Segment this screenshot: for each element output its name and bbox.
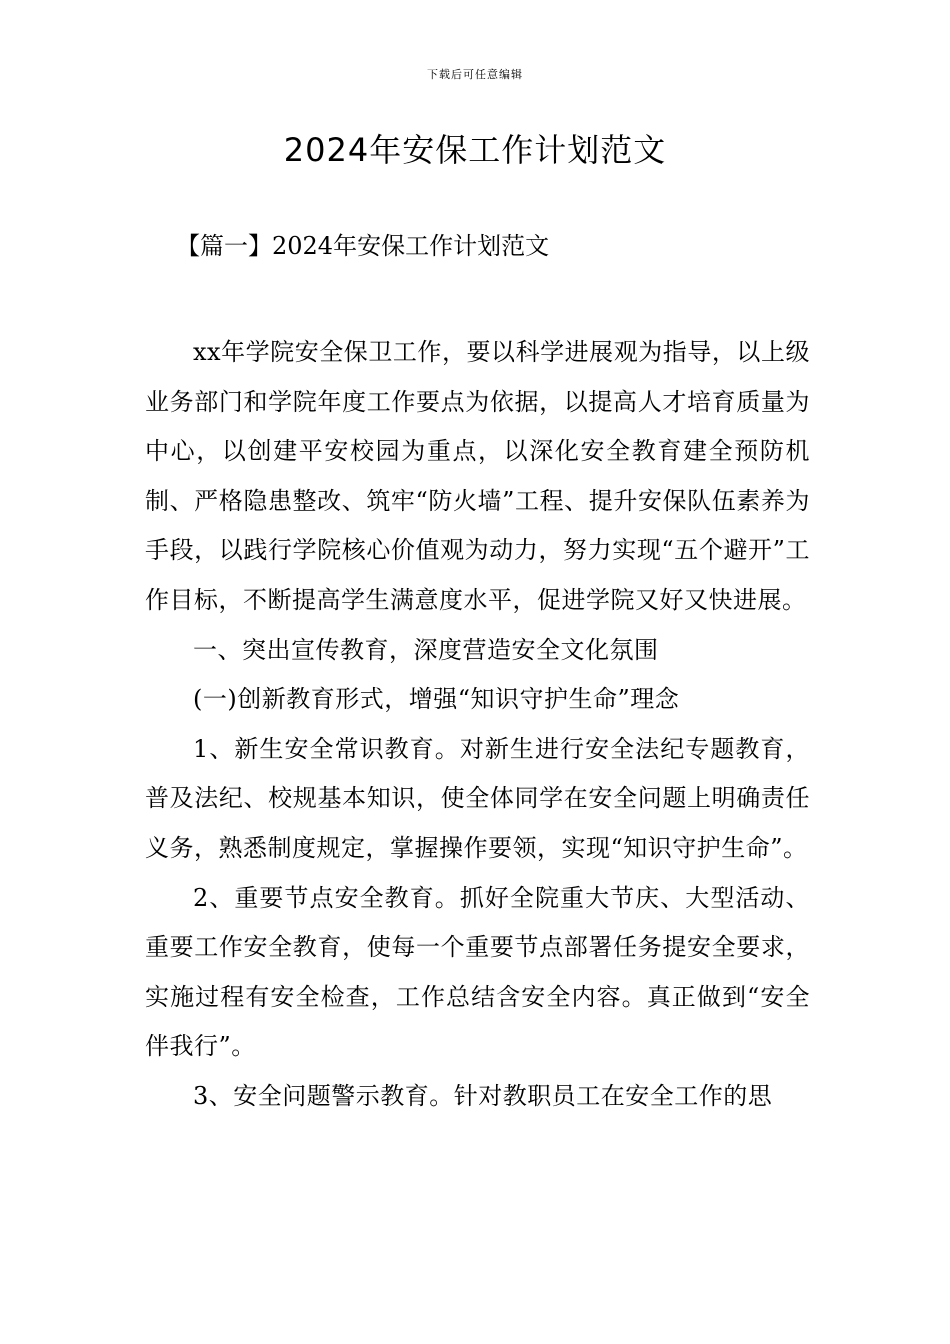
document-title: 2024年安保工作计划范文: [283, 131, 667, 169]
section-heading: 【篇一】2024年安保工作计划范文: [176, 232, 550, 260]
document-body: [145, 328, 810, 1122]
paragraph: 2、重要节点安全教育。抓好全院重大节庆、大型活动、重要工作安全教育，使每一个重要节点部署任务提安全要求，实施过程有安全检查，工作总结含安全内容。真正做到“安全伴我行”。: [145, 883, 810, 1061]
paragraph: 1、新生安全常识教育。对新生进行安全法纪专题教育，普及法纪、校规基本知识，使全体同学在安全问题上明确责任义务，熟悉制度规定，掌握操作要领，实现“知识守护生命”。: [145, 734, 810, 862]
paragraph: xx年学院安全保卫工作，要以科学进展观为指导，以上级业务部门和学院年度工作要点为依据，以提高人才培育质量为中心，以创建平安校园为重点，以深化安全教育建全预防机制、严格隐患整改、筑牢“防火墙”工程、提升安保队伍素养为手段，以践行学院核心价值观为动力，努力实现“五个避开”工作目标，不断提高学生满意度水平，促进学院又好又快进展。: [145, 338, 810, 614]
paragraph: (一)创新教育形式，增强“知识守护生命”理念: [193, 685, 680, 714]
paragraph: 3、安全问题警示教育。针对教职员工在安全工作的思: [193, 1081, 773, 1110]
paragraph: 一、突出宣传教育，深度营造安全文化氛围: [193, 635, 659, 664]
header-note: 下载后可任意编辑: [427, 68, 523, 81]
